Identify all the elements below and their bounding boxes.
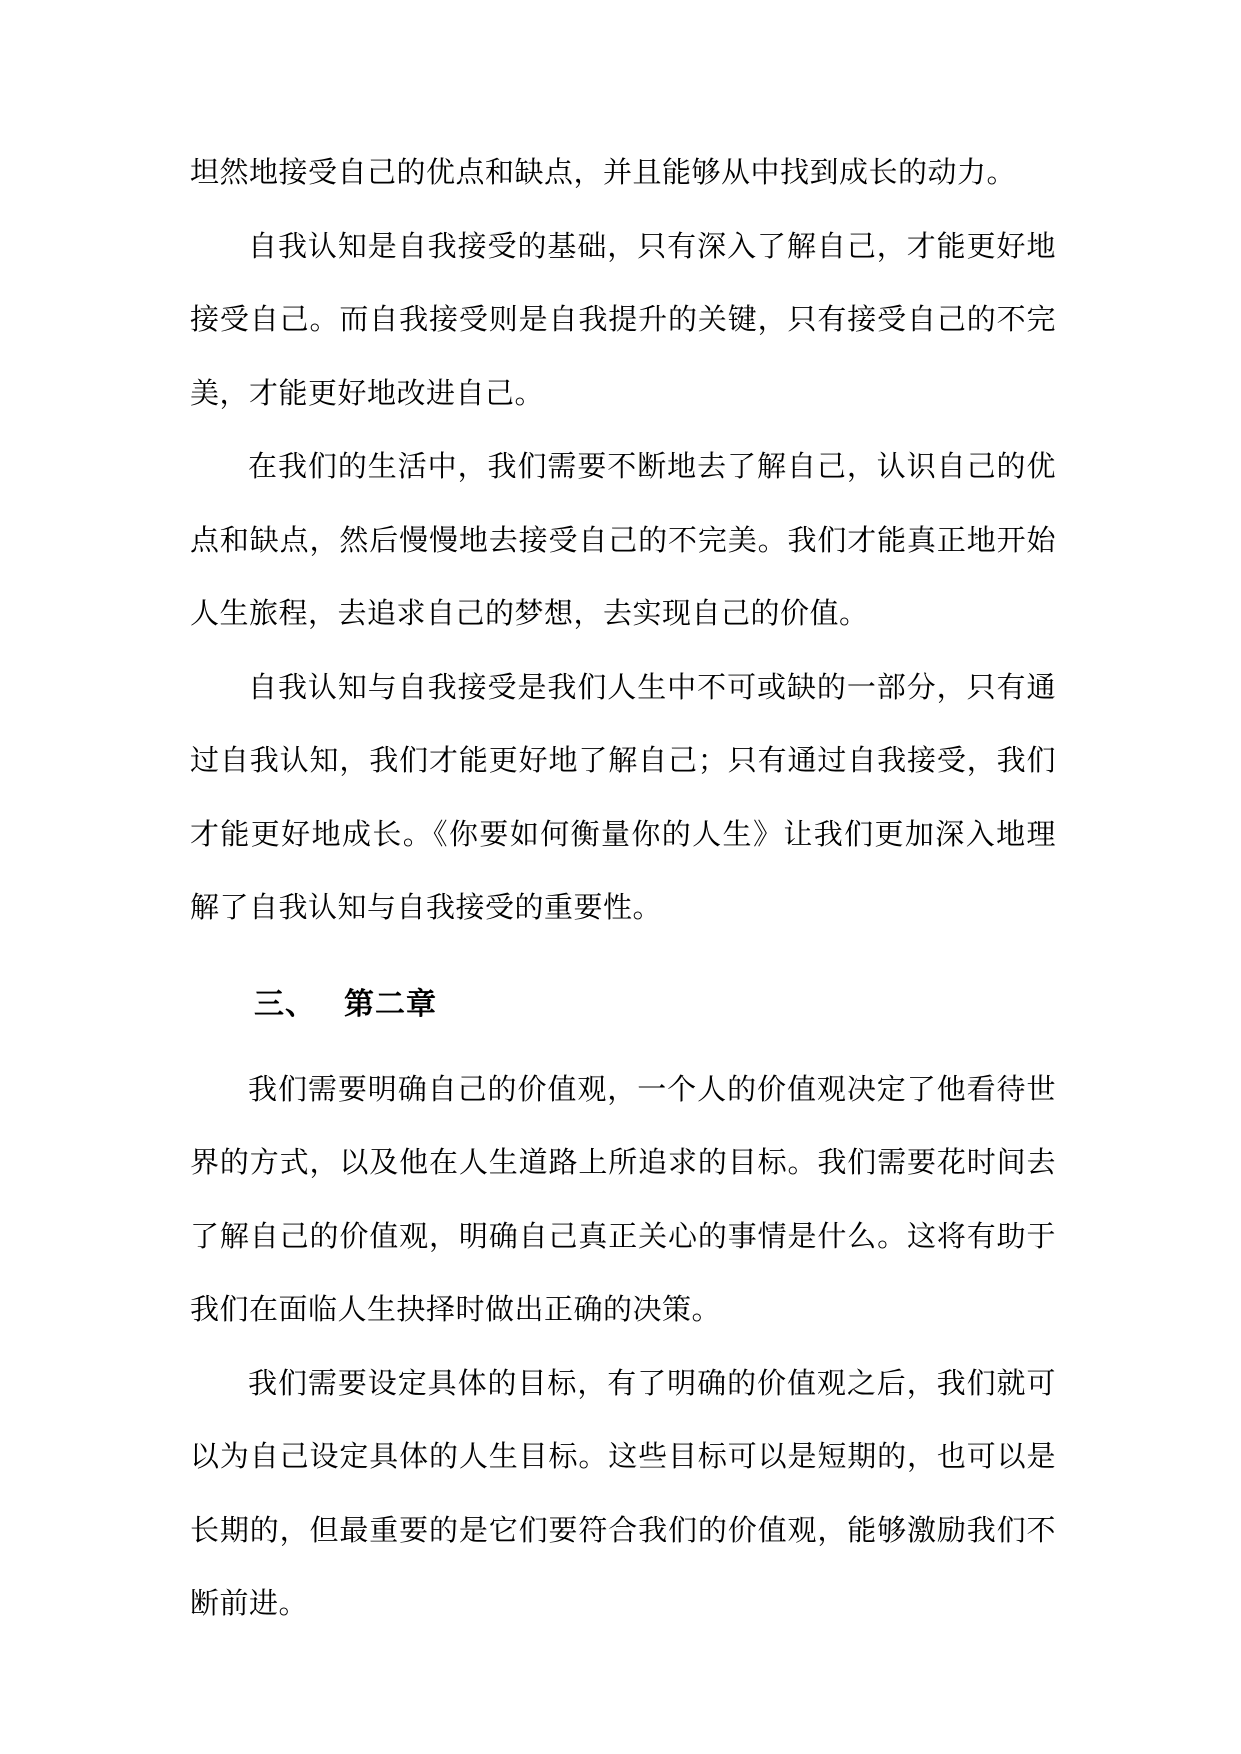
paragraph-4: 自我认知与自我接受是我们人生中不可或缺的一部分，只有通过自我认知，我们才能更好地了解自己；只有通过自我接受，我们才能更好地成长。《你要如何衡量你的人生》让我们更加深入地理解了自我认知与自我接受的重要性。 bbox=[190, 669, 1056, 924]
section-number: 三、 bbox=[254, 986, 316, 1022]
paragraph-1: 坦然地接受自己的优点和缺点，并且能够从中找到成长的动力。 bbox=[190, 155, 1017, 189]
section-heading bbox=[254, 985, 1056, 1025]
paragraph-2: 自我认知是自我接受的基础，只有深入了解自己，才能更好地接受自己。而自我接受则是自我提升的关键，只有接受自己的不完美，才能更好地改进自己。 bbox=[190, 228, 1056, 410]
document-body bbox=[190, 136, 1056, 1641]
paragraph-3: 在我们的生活中，我们需要不断地去了解自己，认识自己的优点和缺点，然后慢慢地去接受自己的不完美。我们才能真正地开始人生旅程，去追求自己的梦想，去实现自己的价值。 bbox=[190, 449, 1056, 630]
section-title: 第二章 bbox=[344, 986, 437, 1022]
paragraph-5: 我们需要明确自己的价值观，一个人的价值观决定了他看待世界的方式，以及他在人生道路上所追求的目标。我们需要花时间去了解自己的价值观，明确自己真正关心的事情是什么。这将有助于我们在面临人生抉择时做出正确的决策。 bbox=[190, 1071, 1056, 1326]
paragraph-6: 我们需要设定具体的目标，有了明确的价值观之后，我们就可以为自己设定具体的人生目标。这些目标可以是短期的，也可以是长期的，但最重要的是它们要符合我们的价值观，能够激励我们不断前进。 bbox=[190, 1365, 1056, 1620]
